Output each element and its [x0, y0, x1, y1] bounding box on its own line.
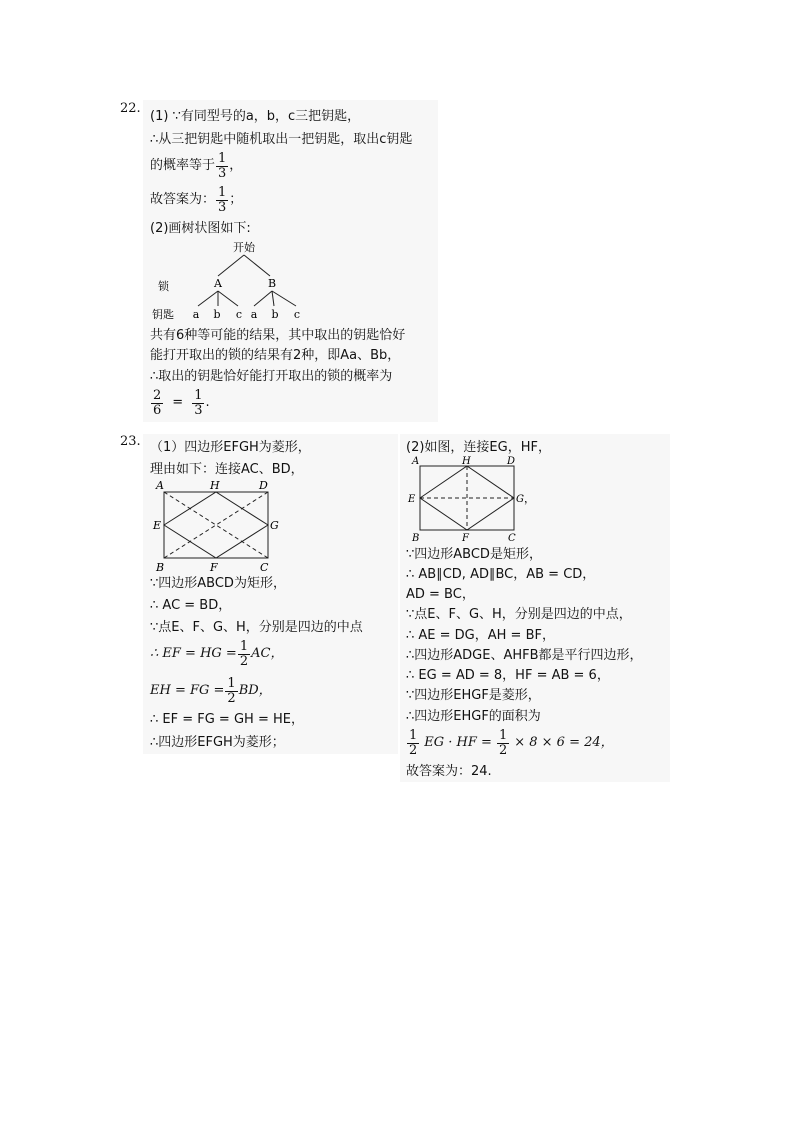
answer-fraction: [216, 186, 228, 215]
q23-right-line5: ∵点E、F、G、H，分别是四边的中点，: [406, 607, 632, 622]
probability-tree-diagram: [150, 238, 320, 326]
fraction-denominator: 3: [218, 165, 227, 181]
tree-branch: [254, 291, 272, 306]
q23-left-line6: [150, 636, 283, 672]
fraction-numerator: 1: [194, 387, 203, 403]
q22-p2-result: [150, 385, 210, 421]
q22-p1-line2: ∴从三把钥匙中随机取出一把钥匙，取出c钥匙: [150, 132, 413, 147]
q22-p2-line4: ∴取出的钥匙恰好能打开取出的锁的概率为: [150, 369, 393, 384]
half-fraction: [497, 729, 509, 758]
tree-root-label: 开始: [233, 241, 255, 254]
q23-right-line3: ∴ AB∥CD, AD∥BC，AB = CD，: [406, 567, 596, 582]
area-formula-result: × 8 × 6 = 24，: [514, 735, 614, 750]
fraction-numerator: 1: [409, 727, 418, 743]
q23-right-line12: 故答案为：24.: [406, 764, 492, 779]
q23-left-line5: ∵点E、F、G、H，分别是四边的中点: [150, 620, 363, 635]
equals-sign: =: [172, 395, 184, 410]
question-22-number: 22.: [120, 101, 141, 116]
tree-branch: [218, 291, 238, 306]
vertex-label: D: [259, 479, 268, 492]
q23-left-line9: ∴四边形EFGH为菱形；: [150, 735, 285, 750]
diagonal-ac: [164, 492, 268, 558]
tree-branch: [272, 291, 296, 306]
vertex-label: D: [507, 456, 516, 467]
q23-left-line1: （1）四边形EFGH为菱形，: [150, 440, 311, 455]
q23-right-line1: (2)如图，连接EG，HF，: [406, 440, 551, 455]
diagonal-bd: [164, 492, 268, 558]
q23-right-line7: ∴四边形ADGE、AHFB都是平行四边形，: [406, 648, 643, 663]
equation-suffix: AC，: [251, 646, 284, 661]
q22-p1-fraction: [216, 152, 228, 181]
result-fraction-1-3: [192, 389, 204, 418]
vertex-label: C: [508, 533, 516, 544]
rhombus-efgh: [164, 492, 268, 558]
result-fraction-2-6: [151, 389, 163, 418]
q23-left-line7: [150, 673, 272, 709]
tree-lock-b: B: [267, 277, 277, 290]
q22-p1-line1: (1) ∵有同型号的a，b，c三把钥匙，: [150, 109, 361, 124]
tree-key: b: [213, 308, 221, 321]
tree-branch: [218, 255, 244, 276]
fraction-denominator: 2: [498, 742, 508, 758]
answer-prefix: 故答案为：: [150, 192, 216, 207]
equation-prefix: ∴ EF = HG =: [150, 646, 237, 661]
half-fraction: [238, 640, 250, 669]
result-period: .: [205, 395, 210, 410]
q23-right-line10: ∴四边形EHGF的面积为: [406, 709, 541, 724]
fraction-denominator: 2: [409, 742, 418, 758]
equation-suffix: BD，: [238, 683, 272, 698]
q23-right-line8: ∴ EG = AD = 8，HF = AB = 6，: [406, 668, 610, 683]
answer-suffix: ；: [229, 192, 243, 207]
q23-left-line3: ∵四边形ABCD为矩形，: [150, 576, 286, 591]
fraction-numerator: 2: [153, 387, 162, 403]
fraction-denominator: 2: [239, 653, 249, 669]
area-formula-mid: EG · HF =: [424, 735, 492, 750]
vertex-label: A: [412, 456, 420, 467]
q23-left-line4: ∴ AC = BD，: [150, 598, 232, 613]
tree-key: a: [192, 308, 200, 321]
question-23-number: 23.: [120, 434, 141, 449]
q22-p2-line3: 能打开取出的锁的结果有2种，即Aa、Bb，: [150, 348, 401, 363]
vertex-label: B: [156, 561, 165, 574]
vertex-label: E: [153, 519, 162, 532]
equation-prefix: EH = FG =: [150, 683, 225, 698]
q23-right-line6: ∴ AE = DG，AH = BF，: [406, 628, 555, 643]
q22-p1-line3: [150, 148, 242, 184]
fraction-numerator: 1: [498, 727, 508, 743]
half-fraction: [225, 677, 237, 706]
fraction-denominator: 3: [194, 402, 203, 418]
q22-p1-line3-suffix: ，: [229, 158, 243, 173]
fraction-denominator: 3: [218, 199, 227, 215]
fraction-numerator: 1: [227, 675, 236, 691]
tree-branch: [272, 291, 274, 306]
rectangle-diagram-part1: [150, 478, 282, 574]
fraction-denominator: 6: [153, 402, 162, 418]
vertex-label: F: [462, 533, 469, 544]
q23-right-line2: ∵四边形ABCD是矩形，: [406, 547, 542, 562]
q23-right-line11: [406, 725, 614, 761]
q23-right-line4: AD = BC，: [406, 587, 475, 602]
tree-row-label-lock: 锁: [158, 280, 169, 293]
vertex-label: H: [462, 456, 471, 467]
q22-p2-line1: (2)画树状图如下:: [150, 221, 251, 236]
half-fraction: [407, 729, 419, 758]
tree-branch: [198, 291, 218, 306]
vertex-label: C: [260, 561, 269, 574]
rectangle-diagram-part2: [406, 455, 536, 545]
q22-p1-answer: [150, 182, 242, 218]
fraction-denominator: 2: [227, 690, 236, 706]
tree-key: a: [250, 308, 258, 321]
diagram-suffix: ，: [524, 492, 535, 505]
vertex-label: B: [412, 533, 420, 544]
q22-p1-line3-prefix: 的概率等于: [150, 158, 216, 173]
vertex-label: A: [156, 479, 164, 492]
tree-key: c: [293, 308, 301, 321]
vertex-label: E: [408, 494, 416, 505]
fraction-numerator: 1: [239, 638, 249, 654]
fraction-numerator: 1: [218, 184, 227, 200]
vertex-label: G: [270, 519, 279, 532]
vertex-label: G: [516, 494, 524, 505]
vertex-label: F: [210, 561, 218, 574]
tree-branch: [244, 255, 270, 276]
tree-key: b: [271, 308, 279, 321]
tree-row-label-key: 钥匙: [152, 308, 174, 321]
q22-p2-line2: 共有6种等可能的结果，其中取出的钥匙恰好: [150, 328, 406, 343]
q23-right-line9: ∵四边形EHGF是菱形，: [406, 688, 541, 703]
fraction-numerator: 1: [218, 150, 227, 166]
rectangle-abcd: [164, 492, 268, 558]
vertex-label: H: [210, 479, 220, 492]
q23-left-line2: 理由如下：连接AC、BD，: [150, 462, 304, 477]
q23-left-line8: ∴ EF = FG = GH = HE，: [150, 712, 304, 727]
tree-lock-a: A: [214, 277, 222, 290]
tree-key: c: [235, 308, 243, 321]
